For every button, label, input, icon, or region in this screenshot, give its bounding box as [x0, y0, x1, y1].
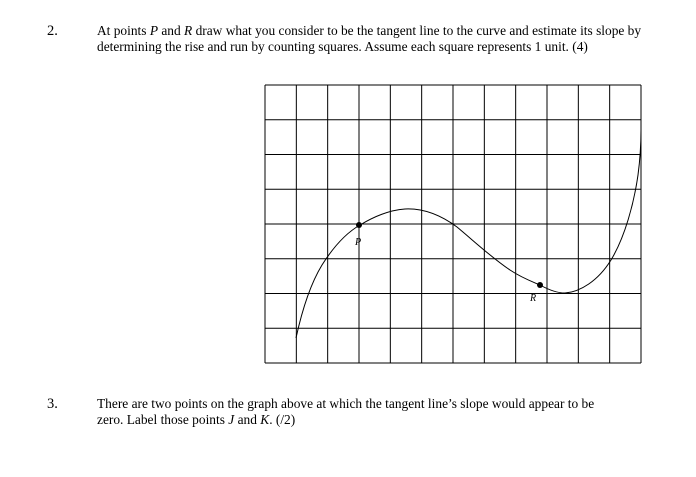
q3-line1: There are two points on the graph above at which the tangent line’s slope would appear to be — [97, 396, 595, 411]
q2-point-p: P — [149, 23, 159, 38]
q2-line2: determining the rise and run by counting squares. Assume each square represents 1 unit. (4) — [97, 38, 588, 54]
q3-line2-post: . (/2) — [269, 411, 296, 427]
q3-point-j: J — [228, 411, 235, 427]
q2-line1-mid: and — [158, 23, 185, 38]
q3-line2-mid: and — [234, 411, 261, 427]
q3-point-k: K — [260, 411, 270, 427]
q2-point-r: R — [184, 23, 193, 38]
curve — [296, 130, 641, 338]
point-p-dot — [356, 222, 362, 228]
q2-line1-post: draw what you consider to be the tangent line to the curve and estimate its slope by — [192, 23, 642, 38]
question-2-number: 2. — [47, 23, 58, 39]
point-r-dot — [537, 282, 543, 288]
q3-line2-pre: zero. Label those points — [97, 411, 229, 427]
q2-line1-pre: At points — [97, 23, 150, 38]
question-3-number: 3. — [47, 396, 58, 412]
question-3-text — [97, 396, 657, 427]
point-r-label: R — [530, 293, 537, 304]
point-p-label: P — [355, 237, 362, 248]
